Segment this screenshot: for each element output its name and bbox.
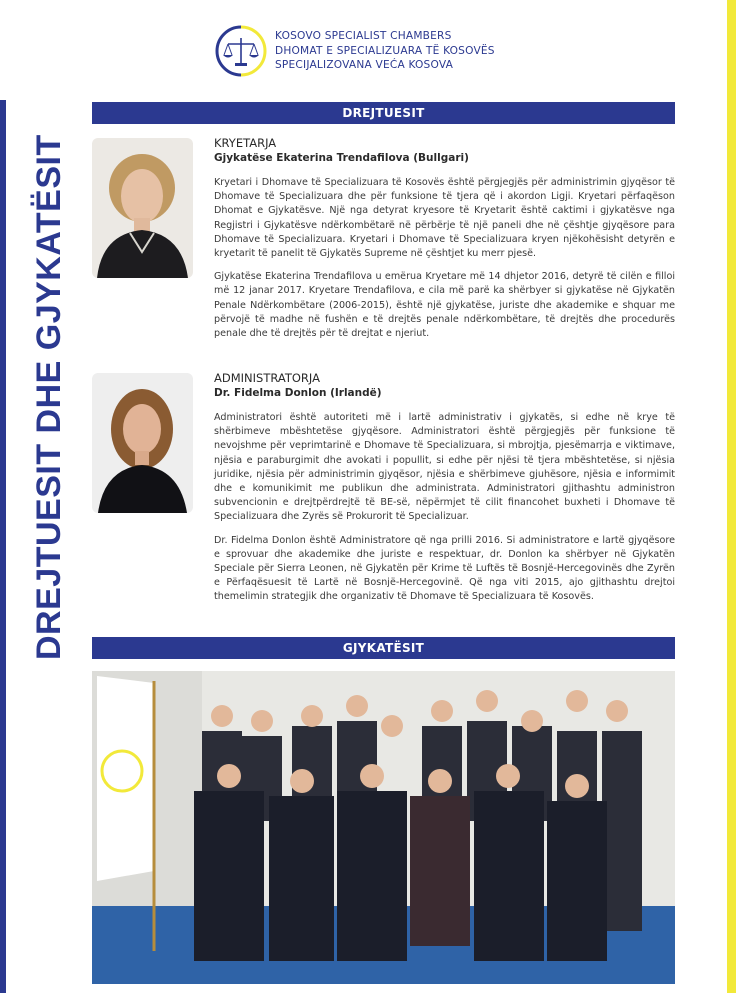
president-bio-paragraph: Gjykatëse Ekaterina Trendafilova u emërua Kryetare më 14 dhjetor 2016, detyrë të cilën e filloi më 12 janar 2017. Kryetare Trendafilova, e cila më parë ka shërbyer si gjykatëse në Gjykatën Penale Ndërkombëtare (2006-2015), është një gjykatëse, juriste dhe akademike e shquar me përvojë të madhe në fushën e të drejtës penale ndërkombëtare, të drejtës dhe procedurës penale dhe të drejtës për të drejtat e njeriut. [214, 271, 675, 340]
president-name: Gjykatëse Ekaterina Trendafilova (Bullgari) [214, 152, 469, 164]
organization-header [214, 24, 495, 78]
registrar-bio [214, 371, 675, 614]
organization-names [275, 29, 495, 73]
president-bio [214, 136, 675, 350]
organization-name-serbian: SPECIJALIZOVANA VEĆA KOSOVA [275, 59, 454, 72]
registrar-bio-paragraph: Administratori është autoriteti më i lartë administrativ i gjykatës, si edhe në krye të shërbimeve mbështetëse gjyqësore. Administratori është përgjegjës për funksione të nevojshme për veprimtarinë e Dhomave të Specializuara, si mbrojtja, pjesëmarrja e viktimave, njësia e paraburgimit dhe avokati i popullit, si edhe për njësi të tjera mbështetëse, si njësia juridike, njësia për administrimin gjyqësor, njësia e shërbimeve gjuhësore, njësia e informimit dhe e komunikimit me publikun dhe administrata. Administratori gjithashtu administron subvencionin e drejtpërdrejtë të BE-së, nëpërmjet të cilit financohet buxheti i Dhomave të Specializuara dhe Zyrës së Prokurorit të Specializuar. [214, 412, 675, 523]
page-title: DREJTUESIT DHE GJYKATËSIT [30, 134, 68, 660]
registrar-role: ADMINISTRATORJA [214, 371, 320, 385]
president-bio-paragraph: Kryetari i Dhomave të Specializuara të Kosovës është përgjegjës për administrimin gjyqësor të Dhomave të Specializuara dhe për funksione të tjera që i akordon Ligji. Kryetari përfaqëson Dhomat e Gjykatësve. Një nga detyrat kryesore të Kryetarit është caktimi i gjykatësve nga Regjistri i Gjykatësve ndërkombëtarë në përbërje të një paneli dhe në çështje gjyqësore para Dhomave të Specializuara. Kryetari i Dhomave të Specializuara kryen njëkohësisht detyrën e kryetarit të panelit të Gjykatës Supreme në çështjet ku merr pjesë. [214, 177, 675, 260]
registrar-bio-paragraph: Dr. Fidelma Donlon është Administratore që nga prilli 2016. Si administratore e lartë gjyqësore e sprovuar dhe akademike dhe juriste e respektuar, dr. Donlon ka shërbyer në Gjykatën Speciale për Sierra Leonen, në Gjykatën për Krime të Luftës të Bosnjë-Hercegovinës dhe Zyrën e Përfaqësuesit të Lartë në Bosnjë-Hercegovinë. Që nga viti 2015, ajo gjithashtu drejtoi themelimin strategjik dhe organizativ të Dhomave të Specializuara të Kosovës. [214, 534, 675, 603]
president-role: KRYETARJA [214, 136, 277, 150]
yellow-edge-stripe [727, 0, 736, 993]
judges-section-heading: GJYKATËSIT [92, 637, 675, 659]
registrar-name: Dr. Fidelma Donlon (Irlandë) [214, 387, 382, 399]
president-portrait [92, 138, 193, 278]
scales-of-justice-icon [214, 24, 268, 78]
judges-group-photo [92, 671, 675, 984]
registrar-portrait [92, 373, 193, 513]
blue-edge-stripe [0, 100, 6, 993]
leaders-section-heading: DREJTUESIT [92, 102, 675, 124]
organization-name-english: KOSOVO SPECIALIST CHAMBERS [275, 30, 452, 43]
organization-name-albanian: DHOMAT E SPECIALIZUARA TË KOSOVËS [275, 44, 495, 57]
